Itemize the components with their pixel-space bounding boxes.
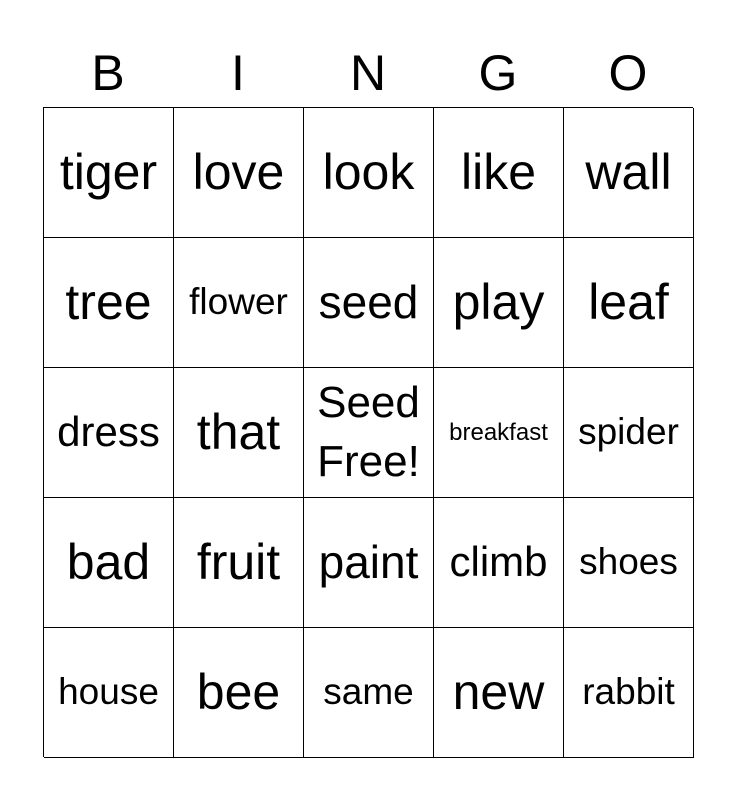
header-letter-b: B: [91, 45, 125, 101]
bingo-cell[interactable]: love: [174, 108, 304, 238]
header-letter-g: G: [478, 45, 518, 101]
header-letter-n: N: [349, 45, 387, 101]
bingo-cell[interactable]: spider: [564, 368, 694, 498]
bingo-header: [43, 38, 693, 108]
bingo-cell[interactable]: leaf: [564, 238, 694, 368]
bingo-cell[interactable]: shoes: [564, 498, 694, 628]
header-letter-o: O: [608, 45, 648, 101]
free-space-cell[interactable]: Seed Free!: [304, 368, 434, 498]
bingo-cell[interactable]: rabbit: [564, 628, 694, 758]
bingo-cell[interactable]: fruit: [174, 498, 304, 628]
bingo-cell[interactable]: bee: [174, 628, 304, 758]
bingo-cell[interactable]: flower: [174, 238, 304, 368]
bingo-cell[interactable]: tree: [44, 238, 174, 368]
bingo-cell[interactable]: that: [174, 368, 304, 498]
bingo-cell[interactable]: bad: [44, 498, 174, 628]
bingo-cell[interactable]: seed: [304, 238, 434, 368]
bingo-cell[interactable]: play: [434, 238, 564, 368]
bingo-cell[interactable]: dress: [44, 368, 174, 498]
bingo-cell[interactable]: house: [44, 628, 174, 758]
bingo-cell[interactable]: tiger: [44, 108, 174, 238]
header-letter-i: I: [231, 45, 245, 101]
bingo-cell[interactable]: paint: [304, 498, 434, 628]
bingo-cell[interactable]: climb: [434, 498, 564, 628]
bingo-cell[interactable]: look: [304, 108, 434, 238]
bingo-cell[interactable]: new: [434, 628, 564, 758]
bingo-cell[interactable]: wall: [564, 108, 694, 238]
bingo-cell[interactable]: same: [304, 628, 434, 758]
bingo-cell[interactable]: like: [434, 108, 564, 238]
bingo-cell[interactable]: breakfast: [434, 368, 564, 498]
bingo-board: [43, 107, 693, 757]
